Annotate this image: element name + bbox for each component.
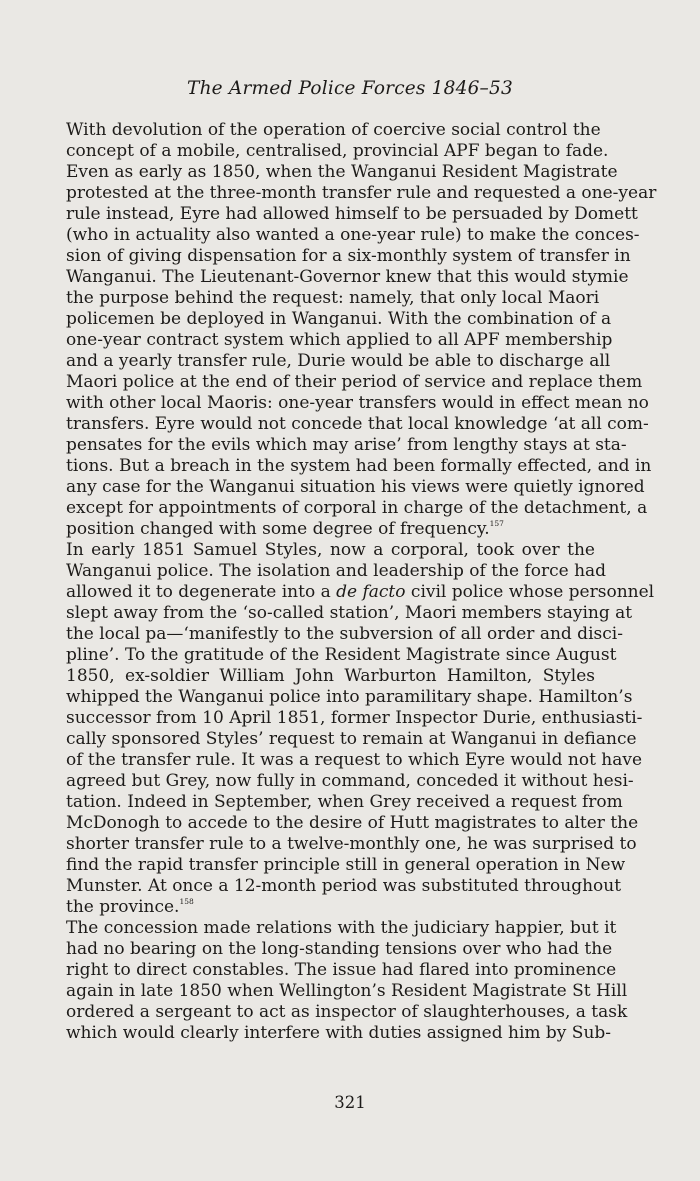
text-line: with other local Maoris: one-year transfers would in effect mean no bbox=[66, 393, 649, 413]
text-line: of the transfer rule. It was a request to which Eyre would not have bbox=[66, 750, 643, 770]
text-line: which would clearly interfere with duties assigned him by Sub- bbox=[66, 1023, 612, 1043]
text-line: position changed with some degree of frequency.$^{157}$ bbox=[66, 519, 504, 539]
page-number: 321 bbox=[334, 1093, 366, 1112]
text-line: policemen be deployed in Wanganui. With the combination of a bbox=[66, 309, 612, 329]
text-line: except for appointments of corporal in charge of the detachment, a bbox=[66, 498, 648, 518]
text-line: McDonogh to accede to the desire of Hutt magistrates to alter the bbox=[66, 813, 639, 833]
text-line: the purpose behind the request: namely, that only local Maori bbox=[66, 288, 600, 308]
footnote-marker: 157 bbox=[489, 519, 504, 528]
text-line: had no bearing on the long-standing tensions over who had the bbox=[66, 939, 613, 959]
text-line: agreed but Grey, now fully in command, conceded it without hesi- bbox=[66, 771, 634, 791]
text-line: sion of giving dispensation for a six-monthly system of transfer in bbox=[66, 246, 631, 266]
text-line: allowed it to degenerate into a de facto civil police whose personnel bbox=[66, 582, 655, 602]
text-line: the province.$^{158}$ bbox=[66, 897, 194, 917]
text-line: transfers. Eyre would not concede that local knowledge ‘at all com- bbox=[66, 414, 649, 434]
text-line: pline’. To the gratitude of the Resident Magistrate since August bbox=[66, 645, 617, 665]
text-line: pensates for the evils which may arise’ from lengthy stays at sta- bbox=[66, 435, 627, 455]
text-line: concept of a mobile, centralised, provincial APF began to fade. bbox=[66, 141, 609, 161]
text-line: any case for the Wanganui situation his views were quietly ignored bbox=[66, 477, 645, 497]
text-line: ordered a sergeant to act as inspector of slaughterhouses, a task bbox=[66, 1002, 628, 1022]
text-line: (who in actuality also wanted a one-year rule) to make the conces- bbox=[66, 225, 640, 245]
text-line: shorter transfer rule to a twelve-monthly one, he was surprised to bbox=[66, 834, 637, 854]
text-line: tation. Indeed in September, when Grey received a request from bbox=[66, 792, 623, 812]
text-line: right to direct constables. The issue had flared into prominence bbox=[66, 960, 617, 980]
text-line: Wanganui. The Lieutenant-Governor knew that this would stymie bbox=[66, 267, 629, 287]
text-line: Maori police at the end of their period of service and replace them bbox=[66, 372, 643, 392]
text-line: one-year contract system which applied to all APF membership bbox=[66, 330, 613, 350]
footnote-marker: 158 bbox=[179, 897, 194, 906]
running-head: The Armed Police Forces 1846–53 bbox=[187, 78, 513, 99]
text-line: The concession made relations with the judiciary happier, but it bbox=[66, 918, 617, 938]
text-line: tions. But a breach in the system had been formally effected, and in bbox=[66, 456, 652, 476]
paragraph bbox=[47, 540, 655, 918]
text-line: cally sponsored Styles’ request to remain at Wanganui in defiance bbox=[66, 729, 637, 749]
text-line: the local pa—‘manifestly to the subversion of all order and disci- bbox=[66, 624, 623, 644]
text-line: In early 1851 Samuel Styles, now a corporal, took over the bbox=[66, 540, 595, 560]
text-line: slept away from the ‘so-called station’, Maori members staying at bbox=[66, 603, 633, 623]
text-line: whipped the Wanganui police into paramilitary shape. Hamilton’s bbox=[66, 687, 633, 707]
text-line: With devolution of the operation of coercive social control the bbox=[66, 120, 601, 140]
text-line: protested at the three-month transfer rule and requested a one-year bbox=[66, 183, 657, 203]
text-line: Wanganui police. The isolation and leadership of the force had bbox=[66, 561, 607, 581]
text-line: rule instead, Eyre had allowed himself to be persuaded by Domett bbox=[66, 204, 638, 224]
text-line: again in late 1850 when Wellington’s Resident Magistrate St Hill bbox=[66, 981, 628, 1001]
text-line: Munster. At once a 12-month period was substituted throughout bbox=[66, 876, 622, 896]
text-line: successor from 10 April 1851, former Inspector Durie, enthusiasti- bbox=[66, 708, 643, 728]
body-text bbox=[47, 120, 657, 1044]
text-line: 1850, ex-soldier William John Warburton Hamilton, Styles bbox=[66, 666, 595, 686]
text-line: Even as early as 1850, when the Wanganui Resident Magistrate bbox=[66, 162, 618, 182]
paragraph bbox=[47, 918, 628, 1044]
paragraph bbox=[47, 120, 657, 540]
text-line: find the rapid transfer principle still in general operation in New bbox=[66, 855, 626, 875]
text-line: and a yearly transfer rule, Durie would be able to discharge all bbox=[66, 351, 611, 371]
